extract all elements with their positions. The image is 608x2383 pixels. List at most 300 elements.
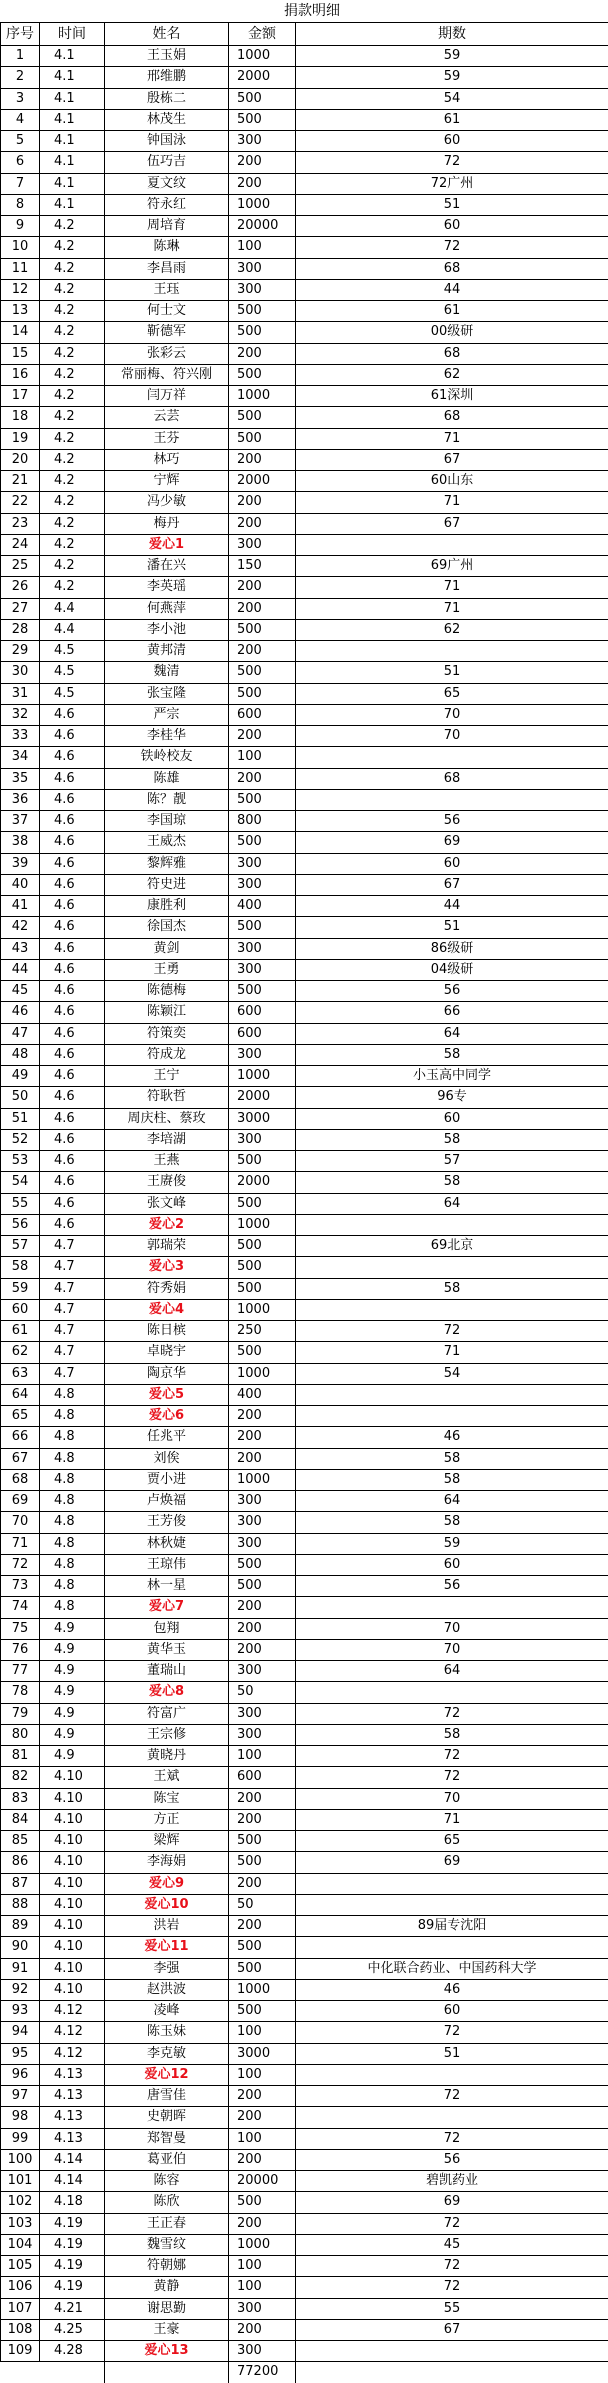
row-date: 4.10 [40,1767,105,1788]
row-amount: 500 [229,1852,296,1873]
row-no: 11 [1,258,40,279]
row-name: 周培育 [105,216,229,237]
row-no: 50 [1,1087,40,1108]
row-name: 李培湖 [105,1129,229,1150]
row-no: 61 [1,1321,40,1342]
row-date: 4.28 [40,2341,105,2362]
row-no: 39 [1,853,40,874]
table-row [1,1193,608,1214]
row-amount: 200 [229,1916,296,1937]
row-no: 54 [1,1172,40,1193]
row-no: 90 [1,1937,40,1958]
row-amount: 200 [229,1427,296,1448]
row-term: 44 [296,896,608,917]
row-no: 53 [1,1151,40,1172]
row-no: 22 [1,492,40,513]
row-date: 4.7 [40,1278,105,1299]
row-date: 4.8 [40,1597,105,1618]
row-amount: 500 [229,1257,296,1278]
row-no: 83 [1,1788,40,1809]
table-row [1,1512,608,1533]
row-no: 23 [1,513,40,534]
row-name: 魏清 [105,662,229,683]
table-row [1,1916,608,1937]
table-row [1,1618,608,1639]
row-no: 6 [1,152,40,173]
row-term: 69北京 [296,1236,608,1257]
row-name: 王豪 [105,2319,229,2340]
row-name: 陈？靓 [105,789,229,810]
row-term: 51 [296,662,608,683]
row-name: 洪岩 [105,1916,229,1937]
row-date: 4.8 [40,1491,105,1512]
table-row [1,2277,608,2298]
row-amount: 200 [229,1873,296,1894]
table-row [1,704,608,725]
row-date: 4.7 [40,1342,105,1363]
table-row [1,301,608,322]
row-name: 钟国泳 [105,131,229,152]
row-no: 16 [1,364,40,385]
row-no: 65 [1,1406,40,1427]
row-amount: 2000 [229,471,296,492]
row-date: 4.2 [40,449,105,470]
row-name: 符朝娜 [105,2256,229,2277]
table-row [1,343,608,364]
donation-table [0,22,608,2383]
row-term: 46 [296,1979,608,2000]
row-amount: 200 [229,1448,296,1469]
row-name: 陈玉妹 [105,2022,229,2043]
row-term: 51 [296,2043,608,2064]
row-name: 张宝隆 [105,683,229,704]
header-amount: 金额 [229,23,296,46]
row-term: 45 [296,2234,608,2255]
row-term: 65 [296,683,608,704]
row-no: 34 [1,747,40,768]
table-row [1,1299,608,1320]
row-term [296,789,608,810]
row-amount: 600 [229,1023,296,1044]
row-term [296,1682,608,1703]
row-no: 95 [1,2043,40,2064]
row-amount: 100 [229,2064,296,2085]
header-name: 姓名 [105,23,229,46]
row-no: 59 [1,1278,40,1299]
row-date: 4.6 [40,1108,105,1129]
row-name: 陈颖江 [105,1002,229,1023]
row-term: 56 [296,811,608,832]
row-amount: 200 [229,726,296,747]
table-row [1,811,608,832]
row-no: 10 [1,237,40,258]
row-term: 44 [296,279,608,300]
row-no: 4 [1,109,40,130]
row-date: 4.7 [40,1321,105,1342]
row-term: 00级研 [296,322,608,343]
row-date: 4.5 [40,683,105,704]
row-term [296,1406,608,1427]
row-date: 4.10 [40,1852,105,1873]
row-term: 小玉高中同学 [296,1066,608,1087]
row-no: 13 [1,301,40,322]
row-date: 4.18 [40,2192,105,2213]
table-row [1,917,608,938]
row-no: 25 [1,556,40,577]
row-amount: 400 [229,1384,296,1405]
row-amount: 200 [229,343,296,364]
table-row [1,1852,608,1873]
row-date: 4.4 [40,619,105,640]
row-amount: 300 [229,938,296,959]
table-row [1,2234,608,2255]
row-no: 105 [1,2256,40,2277]
row-name: 王勇 [105,959,229,980]
row-name: 爱心9 [105,1873,229,1894]
row-no: 24 [1,534,40,555]
row-no: 29 [1,641,40,662]
row-date: 4.19 [40,2277,105,2298]
row-term: 68 [296,258,608,279]
row-term [296,1214,608,1235]
row-date: 4.1 [40,109,105,130]
row-amount: 250 [229,1321,296,1342]
row-name: 爱心3 [105,1257,229,1278]
row-no: 7 [1,173,40,194]
row-amount: 2000 [229,1172,296,1193]
row-amount: 200 [229,1597,296,1618]
row-term: 67 [296,2319,608,2340]
row-date: 4.6 [40,874,105,895]
row-amount: 1000 [229,1363,296,1384]
table-row [1,1214,608,1235]
row-date: 4.8 [40,1554,105,1575]
row-date: 4.6 [40,704,105,725]
row-no: 98 [1,2107,40,2128]
row-no: 56 [1,1214,40,1235]
row-term: 51 [296,917,608,938]
row-no: 64 [1,1384,40,1405]
table-row [1,1894,608,1915]
row-amount: 100 [229,237,296,258]
row-date: 4.1 [40,152,105,173]
row-no: 55 [1,1193,40,1214]
row-date: 4.10 [40,1873,105,1894]
row-date: 4.6 [40,1023,105,1044]
row-date: 4.8 [40,1533,105,1554]
row-date: 4.2 [40,492,105,513]
row-no: 88 [1,1894,40,1915]
row-name: 伍巧吉 [105,152,229,173]
row-name: 严宗 [105,704,229,725]
row-date: 4.2 [40,258,105,279]
row-name: 符策奕 [105,1023,229,1044]
row-term: 72 [296,2086,608,2107]
table-row [1,1448,608,1469]
row-no: 100 [1,2149,40,2170]
table-row [1,2341,608,2362]
row-amount: 300 [229,1044,296,1065]
row-date: 4.8 [40,1384,105,1405]
row-no: 19 [1,428,40,449]
row-name: 爱心5 [105,1384,229,1405]
row-name: 魏雪纹 [105,2234,229,2255]
table-row [1,194,608,215]
row-date: 4.2 [40,407,105,428]
row-name: 徐国杰 [105,917,229,938]
table-row [1,428,608,449]
row-date: 4.6 [40,768,105,789]
table-row [1,556,608,577]
row-name: 潘在兴 [105,556,229,577]
row-name: 爱心8 [105,1682,229,1703]
table-row [1,577,608,598]
row-no: 78 [1,1682,40,1703]
row-no: 79 [1,1703,40,1724]
row-amount: 200 [229,598,296,619]
row-amount: 300 [229,258,296,279]
row-no: 26 [1,577,40,598]
row-amount: 300 [229,1491,296,1512]
row-date: 4.12 [40,2043,105,2064]
row-term: 71 [296,1809,608,1830]
row-amount: 200 [229,1406,296,1427]
table-row [1,1873,608,1894]
row-no: 58 [1,1257,40,1278]
row-name: 谢思勤 [105,2298,229,2319]
row-name: 符秀娟 [105,1278,229,1299]
row-term: 70 [296,1639,608,1660]
row-term: 68 [296,768,608,789]
row-no: 42 [1,917,40,938]
table-row [1,492,608,513]
row-date: 4.6 [40,832,105,853]
table-row [1,1788,608,1809]
row-name: 符永红 [105,194,229,215]
row-amount: 500 [229,1236,296,1257]
sheet-title: 捐款明细 [0,0,608,22]
row-term: 68 [296,407,608,428]
table-row [1,2319,608,2340]
row-date: 4.9 [40,1661,105,1682]
row-date: 4.2 [40,428,105,449]
row-name: 冯少敏 [105,492,229,513]
row-date: 4.2 [40,534,105,555]
row-amount: 300 [229,959,296,980]
row-name: 史朝晖 [105,2107,229,2128]
row-name: 卢焕福 [105,1491,229,1512]
row-amount: 200 [229,1618,296,1639]
table-row [1,1979,608,2000]
row-no: 70 [1,1512,40,1533]
row-term: 59 [296,67,608,88]
row-amount: 500 [229,88,296,109]
row-date: 4.25 [40,2319,105,2340]
row-term: 64 [296,1193,608,1214]
row-name: 陈琳 [105,237,229,258]
row-date: 4.8 [40,1427,105,1448]
row-term: 62 [296,619,608,640]
row-no: 8 [1,194,40,215]
row-no: 71 [1,1533,40,1554]
row-term: 70 [296,726,608,747]
row-date: 4.13 [40,2128,105,2149]
row-no: 9 [1,216,40,237]
table-row [1,2192,608,2213]
row-amount: 200 [229,492,296,513]
row-date: 4.10 [40,1979,105,2000]
row-name: 李克敏 [105,2043,229,2064]
table-row [1,1278,608,1299]
table-row [1,2043,608,2064]
row-date: 4.6 [40,896,105,917]
row-name: 宁辉 [105,471,229,492]
row-term: 72 [296,2022,608,2043]
row-no: 21 [1,471,40,492]
table-row [1,598,608,619]
row-date: 4.2 [40,386,105,407]
row-date: 4.6 [40,959,105,980]
row-term [296,1299,608,1320]
row-date: 4.13 [40,2107,105,2128]
row-date: 4.7 [40,1363,105,1384]
row-amount: 200 [229,2086,296,2107]
row-no: 89 [1,1916,40,1937]
row-name: 黄剑 [105,938,229,959]
row-date: 4.6 [40,917,105,938]
row-no: 91 [1,1958,40,1979]
row-term: 67 [296,513,608,534]
row-no: 20 [1,449,40,470]
row-name: 王宗修 [105,1724,229,1745]
row-no: 41 [1,896,40,917]
row-term: 59 [296,46,608,67]
row-term [296,1894,608,1915]
table-row [1,874,608,895]
row-amount: 300 [229,2298,296,2319]
row-date: 4.2 [40,237,105,258]
row-amount: 200 [229,152,296,173]
row-amount: 100 [229,1746,296,1767]
table-row [1,1724,608,1745]
row-no: 51 [1,1108,40,1129]
header-term: 期数 [296,23,608,46]
row-no: 44 [1,959,40,980]
row-no: 66 [1,1427,40,1448]
row-no: 103 [1,2213,40,2234]
row-name: 王玉娟 [105,46,229,67]
row-date: 4.6 [40,1066,105,1087]
row-amount: 300 [229,279,296,300]
row-name: 董瑞山 [105,1661,229,1682]
row-no: 43 [1,938,40,959]
row-date: 4.10 [40,1894,105,1915]
table-row [1,2213,608,2234]
row-amount: 200 [229,1639,296,1660]
row-amount: 200 [229,2319,296,2340]
table-row [1,364,608,385]
table-row [1,1151,608,1172]
row-term: 60 [296,1554,608,1575]
row-term: 71 [296,1342,608,1363]
row-amount: 200 [229,173,296,194]
row-name: 李海娟 [105,1852,229,1873]
row-no: 69 [1,1491,40,1512]
row-amount: 500 [229,1278,296,1299]
row-name: 林一星 [105,1576,229,1597]
row-term [296,1873,608,1894]
row-term [296,1257,608,1278]
row-name: 陈德梅 [105,981,229,1002]
row-name: 任兆平 [105,1427,229,1448]
row-term: 61深圳 [296,386,608,407]
table-row [1,152,608,173]
row-amount: 1000 [229,386,296,407]
table-row [1,67,608,88]
row-date: 4.6 [40,1214,105,1235]
table-row [1,2022,608,2043]
row-date: 4.2 [40,301,105,322]
total-row [1,2362,608,2383]
row-term: 59 [296,1533,608,1554]
table-row [1,938,608,959]
row-date: 4.6 [40,1151,105,1172]
row-no: 97 [1,2086,40,2107]
row-name: 林巧 [105,449,229,470]
row-date: 4.6 [40,853,105,874]
row-term: 58 [296,1129,608,1150]
row-no: 5 [1,131,40,152]
table-row [1,1172,608,1193]
row-amount: 500 [229,1831,296,1852]
row-no: 108 [1,2319,40,2340]
table-row [1,1746,608,1767]
row-date: 4.1 [40,131,105,152]
table-row [1,2298,608,2319]
row-amount: 500 [229,2001,296,2022]
table-row [1,726,608,747]
row-name: 方正 [105,1809,229,1830]
row-date: 4.7 [40,1299,105,1320]
table-row [1,1597,608,1618]
row-name: 李国琼 [105,811,229,832]
row-date: 4.6 [40,1129,105,1150]
row-date: 4.19 [40,2213,105,2234]
table-row [1,1321,608,1342]
row-date: 4.2 [40,279,105,300]
row-name: 黄邦清 [105,641,229,662]
row-no: 67 [1,1448,40,1469]
row-amount: 500 [229,683,296,704]
row-name: 郑智曼 [105,2128,229,2149]
row-amount: 500 [229,322,296,343]
row-name: 夏文纹 [105,173,229,194]
row-name: 梁辉 [105,1831,229,1852]
row-name: 陈欣 [105,2192,229,2213]
table-row [1,1533,608,1554]
row-amount: 600 [229,1767,296,1788]
row-amount: 100 [229,2256,296,2277]
row-amount: 200 [229,1788,296,1809]
table-row [1,896,608,917]
row-no: 68 [1,1469,40,1490]
row-term [296,1384,608,1405]
row-term: 61 [296,109,608,130]
table-row [1,1831,608,1852]
row-name: 葛亚伯 [105,2149,229,2170]
table-row [1,1682,608,1703]
row-no: 76 [1,1639,40,1660]
